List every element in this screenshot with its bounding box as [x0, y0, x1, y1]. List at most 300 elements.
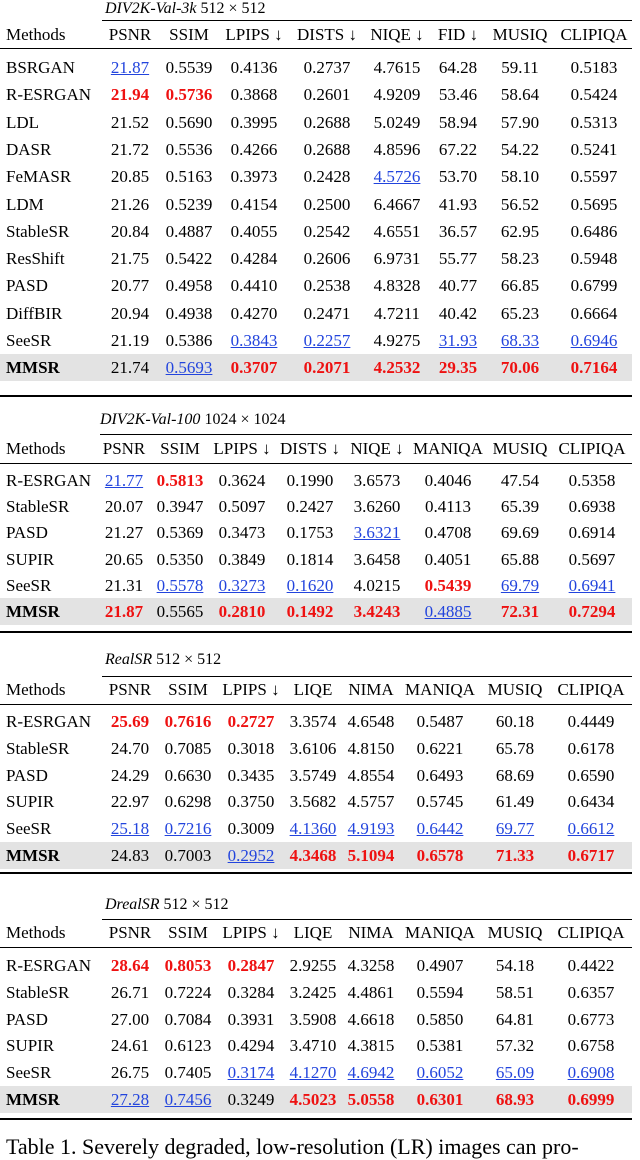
metric-value: 0.6301: [416, 1090, 464, 1109]
metric-value: 4.8554: [347, 765, 395, 785]
metric-value: 0.6946: [570, 331, 618, 350]
metric-value: 21.87: [104, 602, 144, 621]
metric-value: 0.2737: [303, 58, 351, 77]
metric-value: 58.51: [495, 982, 535, 1002]
table-row: [0, 300, 632, 327]
metric-value: 0.5536: [165, 139, 213, 159]
metric-value: 0.3435: [227, 765, 275, 785]
header-rule: [0, 704, 632, 705]
column-header: PSNR: [108, 25, 152, 44]
metric-value: 0.3284: [227, 982, 275, 1002]
metric-value: 56.52: [500, 194, 540, 214]
metric-value: 0.6052: [416, 1063, 464, 1083]
table-row-ours: [0, 354, 632, 381]
column-header: PSNR: [108, 923, 152, 942]
table-row-ours: [0, 842, 632, 869]
metric-value: 0.4708: [424, 523, 472, 543]
method-name: MMSR: [6, 1090, 60, 1109]
metric-value: 0.3018: [227, 738, 275, 758]
metric-value: 4.7211: [373, 303, 421, 323]
metric-value: 0.5350: [156, 549, 204, 569]
metric-value: 26.71: [110, 982, 150, 1002]
column-header: Methods: [6, 439, 66, 458]
metric-value: 29.35: [438, 358, 478, 378]
metric-value: 0.6773: [567, 1009, 615, 1029]
metric-value: 0.5578: [156, 575, 204, 595]
metric-value: 0.4046: [424, 471, 472, 490]
results-table-1: [0, 0, 640, 397]
column-header: SSIM: [168, 923, 208, 942]
header-rule: [0, 463, 632, 464]
bottom-rule: [0, 872, 632, 874]
table-row: [0, 952, 632, 979]
metric-value: 3.6106: [289, 738, 337, 758]
metric-value: 21.72: [110, 139, 150, 159]
metric-value: 0.2601: [303, 85, 351, 105]
table-row: [0, 136, 632, 163]
metric-value: 21.77: [104, 471, 144, 490]
metric-value: 6.4667: [373, 194, 421, 214]
metric-value: 36.57: [438, 221, 478, 241]
metric-value: 0.4885: [424, 602, 472, 621]
table-row: [0, 467, 632, 494]
metric-value: 47.54: [500, 471, 540, 490]
dataset-name: DIV2K-Val-100: [100, 411, 201, 428]
column-header: SSIM: [169, 25, 209, 44]
method-name: SeeSR: [6, 819, 52, 839]
metric-value: 4.5726: [373, 167, 421, 187]
metric-value: 4.8328: [373, 276, 421, 296]
table-row: [0, 762, 632, 789]
metric-value: 6.9731: [373, 249, 421, 269]
metric-value: 0.6486: [570, 221, 618, 241]
metric-value: 72.31: [500, 602, 540, 621]
metric-value: 0.7405: [164, 1063, 212, 1083]
column-header: LPIPS ↓: [213, 439, 271, 458]
metric-value: 20.94: [110, 303, 150, 323]
method-name: MMSR: [6, 602, 60, 621]
metric-value: 0.6590: [567, 765, 615, 785]
metric-value: 40.42: [438, 303, 478, 323]
metric-value: 0.7456: [164, 1090, 212, 1109]
results-table-4: [0, 893, 640, 1120]
metric-value: 3.2425: [289, 982, 337, 1002]
metric-value: 0.4266: [230, 139, 278, 159]
metric-value: 4.5023: [289, 1090, 337, 1109]
header-row: [0, 435, 632, 462]
column-header: NIQE ↓: [350, 439, 404, 458]
metric-value: 68.93: [495, 1090, 535, 1109]
metric-value: 0.5850: [416, 1009, 464, 1029]
column-header: DISTS ↓: [297, 25, 357, 44]
table-row: [0, 1032, 632, 1059]
metric-value: 0.5097: [218, 497, 266, 517]
metric-value: 69.69: [500, 523, 540, 543]
method-name: MMSR: [6, 846, 60, 865]
column-header: DISTS ↓: [280, 439, 340, 458]
metric-value: 0.3009: [227, 819, 275, 839]
method-name: LDL: [6, 112, 40, 132]
metric-value: 0.6178: [567, 738, 615, 758]
method-name: SeeSR: [6, 575, 52, 595]
metric-value: 66.85: [500, 276, 540, 296]
metric-value: 0.6941: [568, 575, 616, 595]
column-header: LIQE: [293, 923, 333, 942]
column-header: LPIPS ↓: [225, 25, 283, 44]
header-row: [0, 919, 632, 946]
metric-value: 0.5745: [416, 792, 464, 812]
metric-value: 0.4422: [567, 956, 615, 975]
column-header: SSIM: [160, 439, 200, 458]
metric-value: 0.6914: [568, 523, 616, 543]
metric-value: 4.6942: [347, 1063, 395, 1083]
metric-value: 0.2257: [303, 331, 351, 350]
dataset-title: [105, 0, 266, 18]
metric-value: 4.6618: [347, 1009, 395, 1029]
metric-value: 0.5163: [165, 167, 213, 187]
column-header: NIQE ↓: [370, 25, 424, 44]
metric-value: 0.7216: [164, 819, 212, 839]
column-header: Methods: [6, 25, 66, 44]
method-name: DiffBIR: [6, 303, 63, 323]
column-header: CLIPIQA: [557, 923, 625, 942]
table-caption: Table 1. Severely degraded, low-resolution (LR) images can pro-: [6, 1134, 579, 1159]
metric-value: 3.5749: [289, 765, 337, 785]
table-row: [0, 519, 632, 546]
table-row: [0, 493, 632, 520]
dataset-size: 512 × 512: [159, 896, 229, 913]
metric-value: 64.81: [495, 1009, 535, 1029]
metric-value: 0.5241: [570, 139, 618, 159]
metric-value: 0.3973: [230, 167, 278, 187]
metric-value: 0.4294: [227, 1036, 275, 1056]
metric-value: 0.1990: [286, 471, 334, 490]
metric-value: 0.4410: [230, 276, 278, 296]
column-header: CLIPIQA: [558, 439, 626, 458]
table-row: [0, 546, 632, 573]
metric-value: 0.2952: [227, 846, 275, 865]
metric-value: 0.6442: [416, 819, 464, 839]
metric-value: 0.7294: [568, 602, 616, 621]
metric-value: 41.93: [438, 194, 478, 214]
metric-value: 0.3249: [227, 1090, 275, 1109]
metric-value: 4.5757: [347, 792, 395, 812]
table-row: [0, 788, 632, 815]
metric-value: 0.7084: [164, 1009, 212, 1029]
column-header: Methods: [6, 680, 66, 699]
metric-value: 21.26: [110, 194, 150, 214]
metric-value: 24.83: [110, 846, 150, 865]
metric-value: 0.4449: [567, 712, 615, 731]
metric-value: 20.07: [104, 497, 144, 517]
metric-value: 0.5736: [165, 85, 213, 105]
metric-value: 28.64: [110, 956, 150, 975]
metric-value: 4.1270: [289, 1063, 337, 1083]
metric-value: 4.8596: [373, 139, 421, 159]
metric-value: 21.75: [110, 249, 150, 269]
metric-value: 0.5239: [165, 194, 213, 214]
method-name: R-ESRGAN: [6, 471, 92, 490]
metric-value: 0.5424: [570, 85, 618, 105]
metric-value: 58.10: [500, 167, 540, 187]
table-row: [0, 218, 632, 245]
dataset-name: RealSR: [105, 651, 153, 668]
table-row: [0, 272, 632, 299]
metric-value: 4.2532: [373, 358, 421, 378]
metric-value: 3.5908: [289, 1009, 337, 1029]
metric-value: 24.61: [110, 1036, 150, 1056]
metric-value: 0.5948: [570, 249, 618, 269]
metric-value: 0.3750: [227, 792, 275, 812]
metric-value: 5.0558: [347, 1090, 395, 1109]
metric-value: 0.2500: [303, 194, 351, 214]
bottom-rule: [0, 1118, 632, 1120]
metric-value: 65.39: [500, 497, 540, 517]
metric-value: 53.70: [438, 167, 478, 187]
metric-value: 4.6548: [347, 712, 395, 731]
metric-value: 0.4907: [416, 956, 464, 975]
column-header: NIMA: [348, 680, 394, 699]
results-table-2: [0, 405, 640, 633]
metric-value: 0.8053: [164, 956, 212, 975]
metric-value: 0.6357: [567, 982, 615, 1002]
dataset-size: 1024 × 1024: [200, 411, 286, 428]
metric-value: 62.95: [500, 221, 540, 241]
metric-value: 27.00: [110, 1009, 150, 1029]
method-name: PASD: [6, 523, 48, 543]
metric-value: 0.6578: [416, 846, 464, 865]
metric-value: 0.4055: [230, 221, 278, 241]
method-name: BSRGAN: [6, 58, 75, 77]
metric-value: 0.3624: [218, 471, 266, 490]
method-name: DASR: [6, 139, 52, 159]
method-name: StableSR: [6, 497, 70, 517]
method-name: StableSR: [6, 221, 70, 241]
column-header: MANIQA: [413, 439, 483, 458]
metric-value: 0.2688: [303, 112, 351, 132]
table-row: [0, 708, 632, 735]
metric-value: 0.5594: [416, 982, 464, 1002]
column-header: MUSIQ: [492, 439, 548, 458]
column-header: MANIQA: [405, 680, 475, 699]
metric-value: 58.23: [500, 249, 540, 269]
table-row: [0, 191, 632, 218]
dataset-size: 512 × 512: [196, 0, 266, 17]
metric-value: 61.49: [495, 792, 535, 812]
metric-value: 0.5358: [568, 471, 616, 490]
method-name: SeeSR: [6, 1063, 52, 1083]
metric-value: 0.5439: [424, 575, 472, 595]
column-header: SSIM: [168, 680, 208, 699]
metric-value: 0.2427: [286, 497, 334, 517]
metric-value: 0.2542: [303, 221, 351, 241]
column-header: MUSIQ: [492, 25, 548, 44]
column-header: PSNR: [108, 680, 152, 699]
metric-value: 0.3849: [218, 549, 266, 569]
metric-value: 0.6493: [416, 765, 464, 785]
metric-value: 58.94: [438, 112, 478, 132]
metric-value: 60.18: [495, 712, 535, 731]
metric-value: 0.5597: [570, 167, 618, 187]
metric-value: 0.4270: [230, 303, 278, 323]
metric-value: 0.4154: [230, 194, 278, 214]
metric-value: 0.5386: [165, 331, 213, 350]
dataset-name: DrealSR: [105, 896, 160, 913]
metric-value: 0.6799: [570, 276, 618, 296]
metric-value: 70.06: [500, 358, 540, 378]
metric-value: 0.5693: [165, 358, 213, 378]
metric-value: 24.70: [110, 738, 150, 758]
metric-value: 0.6221: [416, 738, 464, 758]
metric-value: 0.2688: [303, 139, 351, 159]
metric-value: 0.4113: [424, 497, 472, 517]
table-row: [0, 54, 632, 81]
metric-value: 21.52: [110, 112, 150, 132]
column-header: LPIPS ↓: [222, 680, 280, 699]
column-header: CLIPIQA: [557, 680, 625, 699]
metric-value: 0.5422: [165, 249, 213, 269]
metric-value: 4.8150: [347, 738, 395, 758]
method-name: PASD: [6, 765, 48, 785]
metric-value: 0.2538: [303, 276, 351, 296]
dataset-size: 512 × 512: [152, 651, 222, 668]
dataset-title: [105, 651, 221, 669]
metric-value: 0.6434: [567, 792, 615, 812]
metric-value: 21.87: [110, 58, 150, 77]
metric-value: 0.6717: [567, 846, 615, 865]
method-name: PASD: [6, 276, 48, 296]
metric-value: 68.33: [500, 331, 540, 350]
table-row: [0, 109, 632, 136]
metric-value: 69.77: [495, 819, 535, 839]
method-name: SUPIR: [6, 1036, 55, 1056]
metric-value: 0.5690: [165, 112, 213, 132]
method-name: R-ESRGAN: [6, 956, 92, 975]
metric-value: 0.6758: [567, 1036, 615, 1056]
metric-value: 0.7224: [164, 982, 212, 1002]
column-header: FID ↓: [437, 25, 479, 44]
metric-value: 65.23: [500, 303, 540, 323]
metric-value: 64.28: [438, 58, 478, 77]
metric-value: 59.11: [501, 58, 539, 77]
metric-value: 0.2471: [303, 303, 351, 323]
table-row-ours: [0, 598, 632, 625]
metric-value: 0.4136: [230, 58, 278, 77]
metric-value: 0.3947: [156, 497, 204, 517]
metric-value: 53.46: [438, 85, 478, 105]
header-row: [0, 21, 632, 48]
metric-value: 0.6908: [567, 1063, 615, 1083]
metric-value: 0.5381: [416, 1036, 464, 1056]
metric-value: 0.2428: [303, 167, 351, 187]
column-header: PSNR: [102, 439, 146, 458]
method-name: StableSR: [6, 738, 70, 758]
metric-value: 0.5695: [570, 194, 618, 214]
method-name: SUPIR: [6, 549, 55, 569]
metric-value: 27.28: [110, 1090, 150, 1109]
metric-value: 4.0215: [353, 575, 401, 595]
metric-value: 0.6664: [570, 303, 618, 323]
method-name: R-ESRGAN: [6, 85, 92, 105]
column-header: NIMA: [348, 923, 394, 942]
dataset-name: DIV2K-Val-3k: [105, 0, 197, 17]
metric-value: 68.69: [495, 765, 535, 785]
metric-value: 3.6573: [353, 471, 401, 490]
header-row: [0, 676, 632, 703]
metric-value: 0.6123: [164, 1036, 212, 1056]
metric-value: 3.6458: [353, 549, 401, 569]
metric-value: 3.6321: [353, 523, 401, 543]
metric-value: 0.5697: [568, 549, 616, 569]
table-row: [0, 163, 632, 190]
metric-value: 26.75: [110, 1063, 150, 1083]
metric-value: 0.3931: [227, 1009, 275, 1029]
metric-value: 21.31: [104, 575, 144, 595]
metric-value: 25.18: [110, 819, 150, 839]
method-name: SUPIR: [6, 792, 55, 812]
method-name: FeMASR: [6, 167, 72, 187]
metric-value: 0.6999: [567, 1090, 615, 1109]
metric-value: 20.84: [110, 221, 150, 241]
method-name: SeeSR: [6, 331, 52, 350]
metric-value: 3.4243: [353, 602, 401, 621]
metric-value: 0.3843: [230, 331, 278, 350]
metric-value: 55.77: [438, 249, 478, 269]
metric-value: 0.1620: [286, 575, 334, 595]
metric-value: 54.18: [495, 956, 535, 975]
metric-value: 65.78: [495, 738, 535, 758]
table-row: [0, 735, 632, 762]
metric-value: 21.27: [104, 523, 144, 543]
metric-value: 20.77: [110, 276, 150, 296]
metric-value: 0.4284: [230, 249, 278, 269]
metric-value: 0.6938: [568, 497, 616, 517]
metric-value: 0.3995: [230, 112, 278, 132]
metric-value: 0.7003: [164, 846, 212, 865]
column-header: MUSIQ: [487, 923, 543, 942]
method-name: ResShift: [6, 249, 65, 269]
table-row: [0, 572, 632, 599]
table-row: [0, 979, 632, 1006]
metric-value: 0.5813: [156, 471, 204, 490]
metric-value: 57.32: [495, 1036, 535, 1056]
metric-value: 0.1492: [286, 602, 334, 621]
metric-value: 3.6260: [353, 497, 401, 517]
metric-value: 4.3258: [347, 956, 395, 975]
metric-value: 4.4861: [347, 982, 395, 1002]
metric-value: 54.22: [500, 139, 540, 159]
metric-value: 24.29: [110, 765, 150, 785]
header-rule: [0, 48, 632, 49]
metric-value: 65.09: [495, 1063, 535, 1083]
metric-value: 0.5183: [570, 58, 618, 77]
header-rule: [0, 947, 632, 948]
metric-value: 0.4887: [165, 221, 213, 241]
metric-value: 67.22: [438, 139, 478, 159]
column-header: MANIQA: [405, 923, 475, 942]
results-table-3: [0, 648, 640, 874]
metric-value: 65.88: [500, 549, 540, 569]
metric-value: 4.3468: [289, 846, 337, 865]
metric-value: 0.1814: [286, 549, 334, 569]
metric-value: 21.19: [110, 331, 150, 350]
metric-value: 58.64: [500, 85, 540, 105]
metric-value: 0.3868: [230, 85, 278, 105]
metric-value: 0.5369: [156, 523, 204, 543]
column-header: MUSIQ: [487, 680, 543, 699]
metric-value: 4.9209: [373, 85, 421, 105]
metric-value: 22.97: [110, 792, 150, 812]
